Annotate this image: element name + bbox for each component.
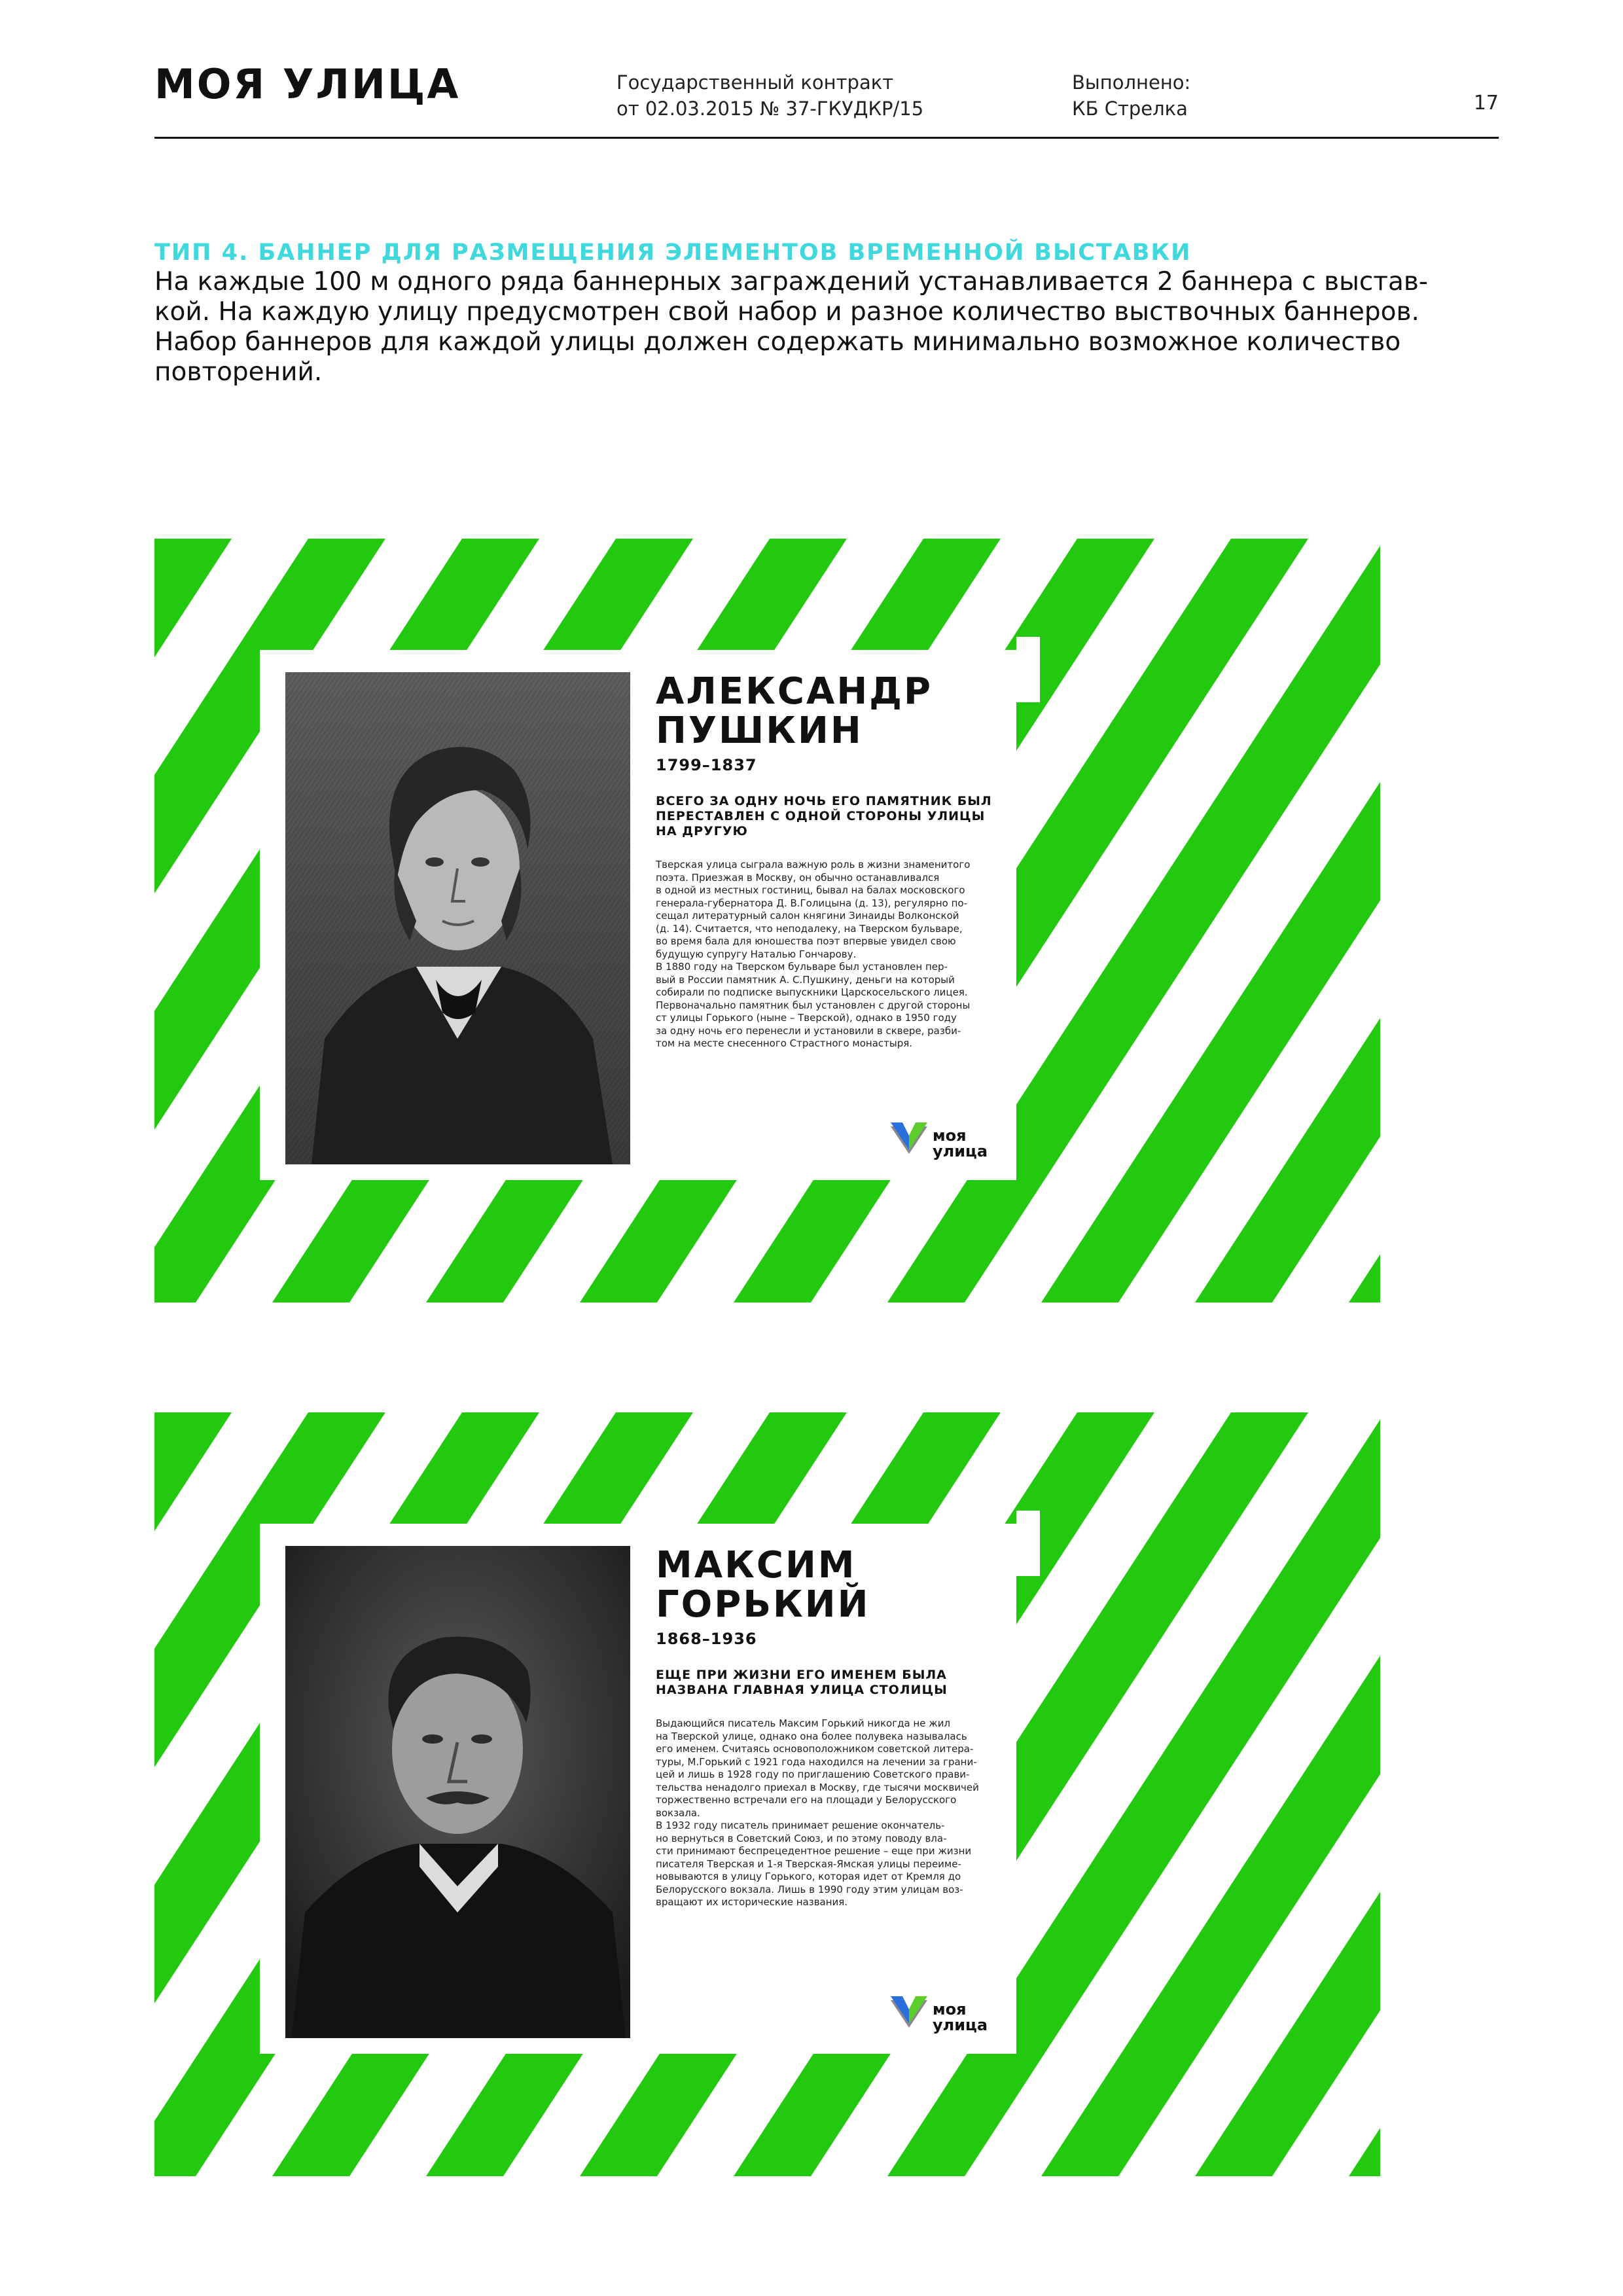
section-description: [154, 267, 1428, 387]
fact-line: ВСЕГО ЗА ОДНУ НОЧЬ ЕГО ПАМЯТНИК БЫЛ: [656, 794, 992, 808]
bio-line: В 1880 году на Тверском бульваре был установлен пер-: [656, 961, 948, 973]
name-line: ПУШКИН: [656, 709, 863, 752]
page-number: 17: [1473, 92, 1499, 115]
bio-line: Тверская улица сыграла важную роль в жизни знаменитого: [656, 859, 971, 870]
contract-info: [616, 69, 923, 122]
bio-line: будущую супругу Наталью Гончарову.: [656, 948, 857, 960]
logo-text-line: улица: [933, 1142, 988, 1160]
banner-card: [260, 650, 1016, 1180]
bio-line: писателя Тверская и 1-я Тверская-Ямская улицы переиме-: [656, 1857, 961, 1870]
description-line: На каждые 100 м одного ряда баннерных заграждений устанавливается 2 баннера с выстав-: [154, 267, 1428, 296]
logo-text: [933, 2001, 988, 2033]
bio-line: сти принимают беспрецедентное решение – еще при жизни: [656, 1845, 972, 1857]
gorky-photo-portrait: [285, 1546, 630, 2038]
bio-line: но вернуться в Советский Союз, и по этому поводу вла-: [656, 1832, 947, 1844]
card-tab: [1016, 637, 1040, 702]
executor-info: [1072, 69, 1190, 122]
bio-line: том на месте снесенного Страстного монастыря.: [656, 1037, 913, 1049]
fact-line: НАЗВАНА ГЛАВНАЯ УЛИЦА СТОЛИЦЫ: [656, 1683, 948, 1697]
exhibition-banner-pushkin: [154, 539, 1380, 1302]
bio-line: вокзала.: [656, 1806, 700, 1819]
bio-line: Белорусского вокзала. Лишь в 1990 году этим улицам воз-: [656, 1883, 963, 1895]
logo-mark-icon: [889, 1992, 929, 2029]
portrait-image: [285, 672, 630, 1164]
description-line: повторений.: [154, 357, 323, 387]
banner-card: [260, 1524, 1016, 2054]
key-fact: [656, 794, 996, 839]
fact-line: ПЕРЕСТАВЛЕН С ОДНОЙ СТОРОНЫ УЛИЦЫ: [656, 809, 986, 823]
bio-line: (д. 14). Считается, что неподалеку, на Тверском бульваре,: [656, 922, 963, 935]
logo-text-line: улица: [933, 2016, 988, 2034]
bio-line: вращают их исторические названия.: [656, 1896, 848, 1908]
portrait-image: [285, 1546, 630, 2038]
bio-line: туры, М.Горький с 1921 года находился на лечении за грани-: [656, 1755, 977, 1768]
bio-line: ст улицы Горького (ныне – Тверской), однако в 1950 году: [656, 1012, 957, 1024]
executor-name: КБ Стрелка: [1072, 98, 1188, 120]
card-tab: [1016, 1511, 1040, 1576]
bio-line: собирали по подписке выпускники Царскосельского лицея.: [656, 986, 968, 998]
header-divider: [154, 137, 1499, 139]
contract-line: Государственный контракт: [616, 71, 894, 94]
logo-mark-icon: [889, 1119, 929, 1155]
moya-ulitsa-logo: [889, 1119, 994, 1160]
biography: [656, 859, 996, 1050]
logo-text-line: моя: [933, 2000, 967, 2018]
fact-line: НА ДРУГУЮ: [656, 824, 748, 838]
banner-text: [656, 672, 996, 1050]
bio-line: цей и лишь в 1928 году по приглашению Советского прави-: [656, 1768, 970, 1780]
bio-line: Выдающийся писатель Максим Горький никогда не жил: [656, 1717, 951, 1729]
bio-line: новываются в улицу Горького, которая идет от Кремля до: [656, 1871, 961, 1882]
person-name: [656, 672, 996, 751]
contract-line: от 02.03.2015 № 37-ГКУДКР/15: [616, 98, 924, 120]
bio-line: на Тверской улице, однако она более полувека называлась: [656, 1730, 967, 1742]
biography: [656, 1717, 996, 1909]
exhibition-banner-gorky: [154, 1412, 1380, 2176]
name-line: ГОРЬКИЙ: [656, 1583, 870, 1626]
bio-line: торжественно встречали его на площади у Белорусского: [656, 1794, 957, 1806]
pushkin-engraving-portrait: [285, 672, 630, 1164]
logo-text: [933, 1128, 988, 1159]
logo-text-line: моя: [933, 1126, 967, 1145]
name-line: АЛЕКСАНДР: [656, 670, 933, 713]
description-line: кой. На каждую улицу предусмотрен свой набор и разное количество выствочных баннеров.: [154, 297, 1419, 327]
executor-label: Выполнено:: [1072, 71, 1191, 94]
bio-line: В 1932 году писатель принимает решение окончатель-: [656, 1820, 945, 1831]
bio-line: его именем. Считаясь основоположником советской литера-: [656, 1743, 974, 1755]
bio-line: вый в России памятник А. С.Пушкину, деньги на который: [656, 973, 955, 986]
bio-line: Первоначально памятник был установлен с другой стороны: [656, 999, 971, 1011]
bio-line: поэта. Приезжая в Москву, он обычно останавливался: [656, 871, 940, 884]
bio-line: сещал литературный салон княгини Зинаиды Волконской: [656, 910, 959, 922]
bio-line: во время бала для юношества поэт впервые увидел свою: [656, 935, 956, 947]
moya-ulitsa-logo: [889, 1992, 994, 2034]
description-line: Набор баннеров для каждой улицы должен содержать минимально возможное количество: [154, 327, 1401, 357]
life-years: 1868–1936: [656, 1630, 757, 1648]
fact-line: ЕЩЕ ПРИ ЖИЗНИ ЕГО ИМЕНЕМ БЫЛА: [656, 1668, 947, 1682]
key-fact: [656, 1668, 996, 1698]
bio-line: генерала-губернатора Д. В.Голицына (д. 13), регулярно по-: [656, 897, 968, 909]
name-line: МАКСИМ: [656, 1544, 857, 1587]
bio-line: за одну ночь его перенесли и установили в сквере, разби-: [656, 1024, 961, 1037]
section-title: ТИП 4. БАННЕР ДЛЯ РАЗМЕЩЕНИЯ ЭЛЕМЕНТОВ ВРЕМЕННОЙ ВЫСТАВКИ: [154, 240, 1192, 266]
bio-line: в одной из местных гостиниц, бывал на балах московского: [656, 884, 965, 896]
person-name: [656, 1546, 996, 1624]
banner-text: [656, 1546, 996, 1909]
life-years: 1799–1837: [656, 756, 757, 774]
bio-line: тельства ненадолго приехал в Москву, где тысячи москвичей: [656, 1781, 979, 1793]
brand-title: МОЯ УЛИЦА: [154, 60, 461, 108]
